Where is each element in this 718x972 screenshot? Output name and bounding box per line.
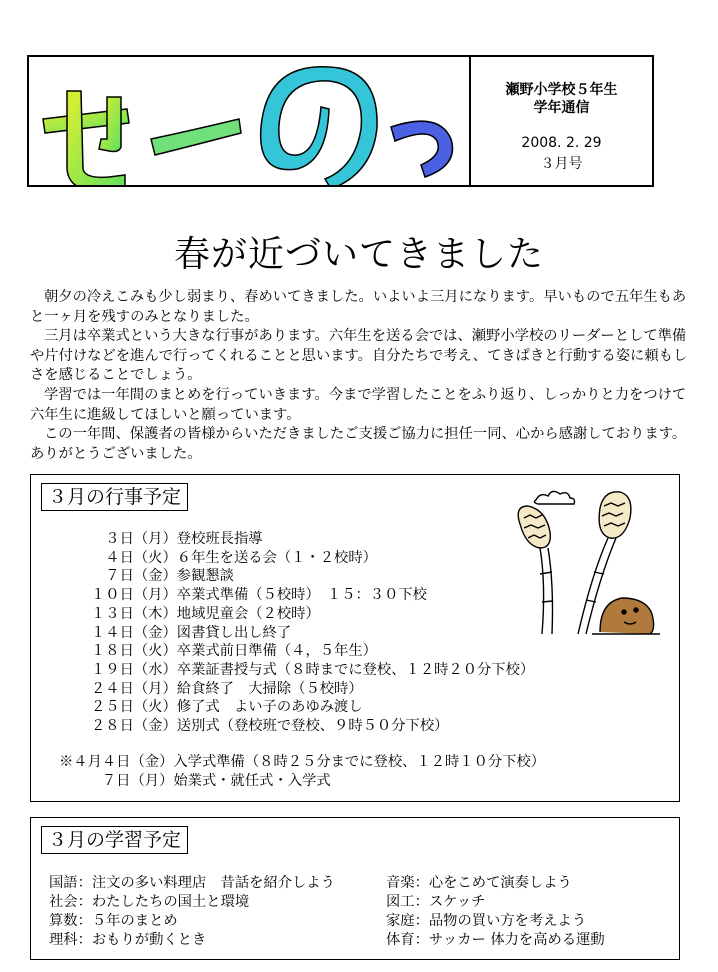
intro-paragraph: この一年間、保護者の皆様からいただきましたご支援ご協力に担任一同、心から感謝しております。ありがとうございました。 <box>30 426 687 462</box>
issue-month: ３月号 <box>540 156 583 172</box>
logo-area <box>29 57 471 185</box>
spring-illustration <box>512 484 662 644</box>
events-title: ３月の行事予定 <box>41 483 188 511</box>
intro-text <box>30 288 690 464</box>
event-note: ※４月４日（金）入学式準備（８時２５分までに登校、１２時１０分下校） <box>59 754 546 770</box>
study-section <box>30 817 680 960</box>
event-item: ２８日（金）送別式（登校班で登校、９時５０分下校） <box>91 718 449 735</box>
study-item: 音楽：心をこめて演奏しよう <box>386 875 572 891</box>
study-item: 算数：５年のまとめ <box>49 913 178 929</box>
study-column-right <box>386 874 676 950</box>
event-item: １８日（火）卒業式前日準備（４，５年生） <box>91 643 377 660</box>
study-item: 図工：スケッチ <box>386 894 486 910</box>
event-item: ２４日（月）給食終了 大掃除（５校時） <box>91 680 363 697</box>
event-list <box>91 530 534 736</box>
event-item: ２５日（火）修了式 よい子のあゆみ渡し <box>91 699 363 716</box>
event-item: １４日（金）図書貸し出し終了 <box>91 624 292 641</box>
event-item: ４日（火）６年生を送る会（１・２校時） <box>91 549 377 566</box>
event-item: ３日（月）登校班長指導 <box>91 531 263 547</box>
event-item: １９日（水）卒業証書授与式（８時までに登校、１２時２０分下校） <box>91 661 535 678</box>
intro-paragraph: 学習では一年間のまとめを行っていきます。今まで学習したことをふり返り、しっかりと力をつけて六年生に進級してほしいと願っています。 <box>30 386 687 423</box>
event-item: １３日（木）地域児童会（２校時） <box>91 605 320 622</box>
headline: 春が近づいてきました <box>173 234 544 275</box>
event-note: ７日（月）始業式・就任式・入学式 <box>59 773 331 789</box>
logo-wordart <box>29 57 469 185</box>
event-item: １０日（月）卒業式準備（５校時） １５：３０下校 <box>91 587 427 604</box>
newsletter-header <box>27 55 654 187</box>
study-item: 社会：わたしたちの国土と環境 <box>49 894 250 910</box>
study-title: ３月の学習予定 <box>41 826 188 854</box>
study-item: 国語：注文の多い料理店 昔話を紹介しよう <box>49 875 335 891</box>
school-name: 瀬野小学校５年生 <box>505 82 618 98</box>
event-notes <box>59 753 545 791</box>
study-item: 体育：サッカー 体力を高める運動 <box>386 932 605 948</box>
study-column-left <box>49 874 389 950</box>
study-item: 家庭：品物の買い方を考えよう <box>386 913 587 929</box>
study-item: 理科：おもりが動くとき <box>49 932 207 948</box>
event-item: ７日（金）参観懇談 <box>91 568 234 585</box>
intro-paragraph: 朝夕の冷えこみも少し弱まり、春めいてきました。いよいよ三月になります。早いもので五年生もあと一ヶ月を残すのみとなりました。 <box>30 289 687 325</box>
header-info <box>471 57 652 185</box>
intro-paragraph: 三月は卒業式という大きな行事があります。六年生を送る会では、瀬野小学校のリーダーとして準備や片付けなどを進んで行ってくれることと思います。自分たちで考え、てきぱきと行動する姿に頼もしさを感じることでしょう。 <box>30 328 688 384</box>
newsletter-type: 学年通信 <box>533 100 590 116</box>
issue-date: 2008. 2. 29 <box>521 135 602 151</box>
